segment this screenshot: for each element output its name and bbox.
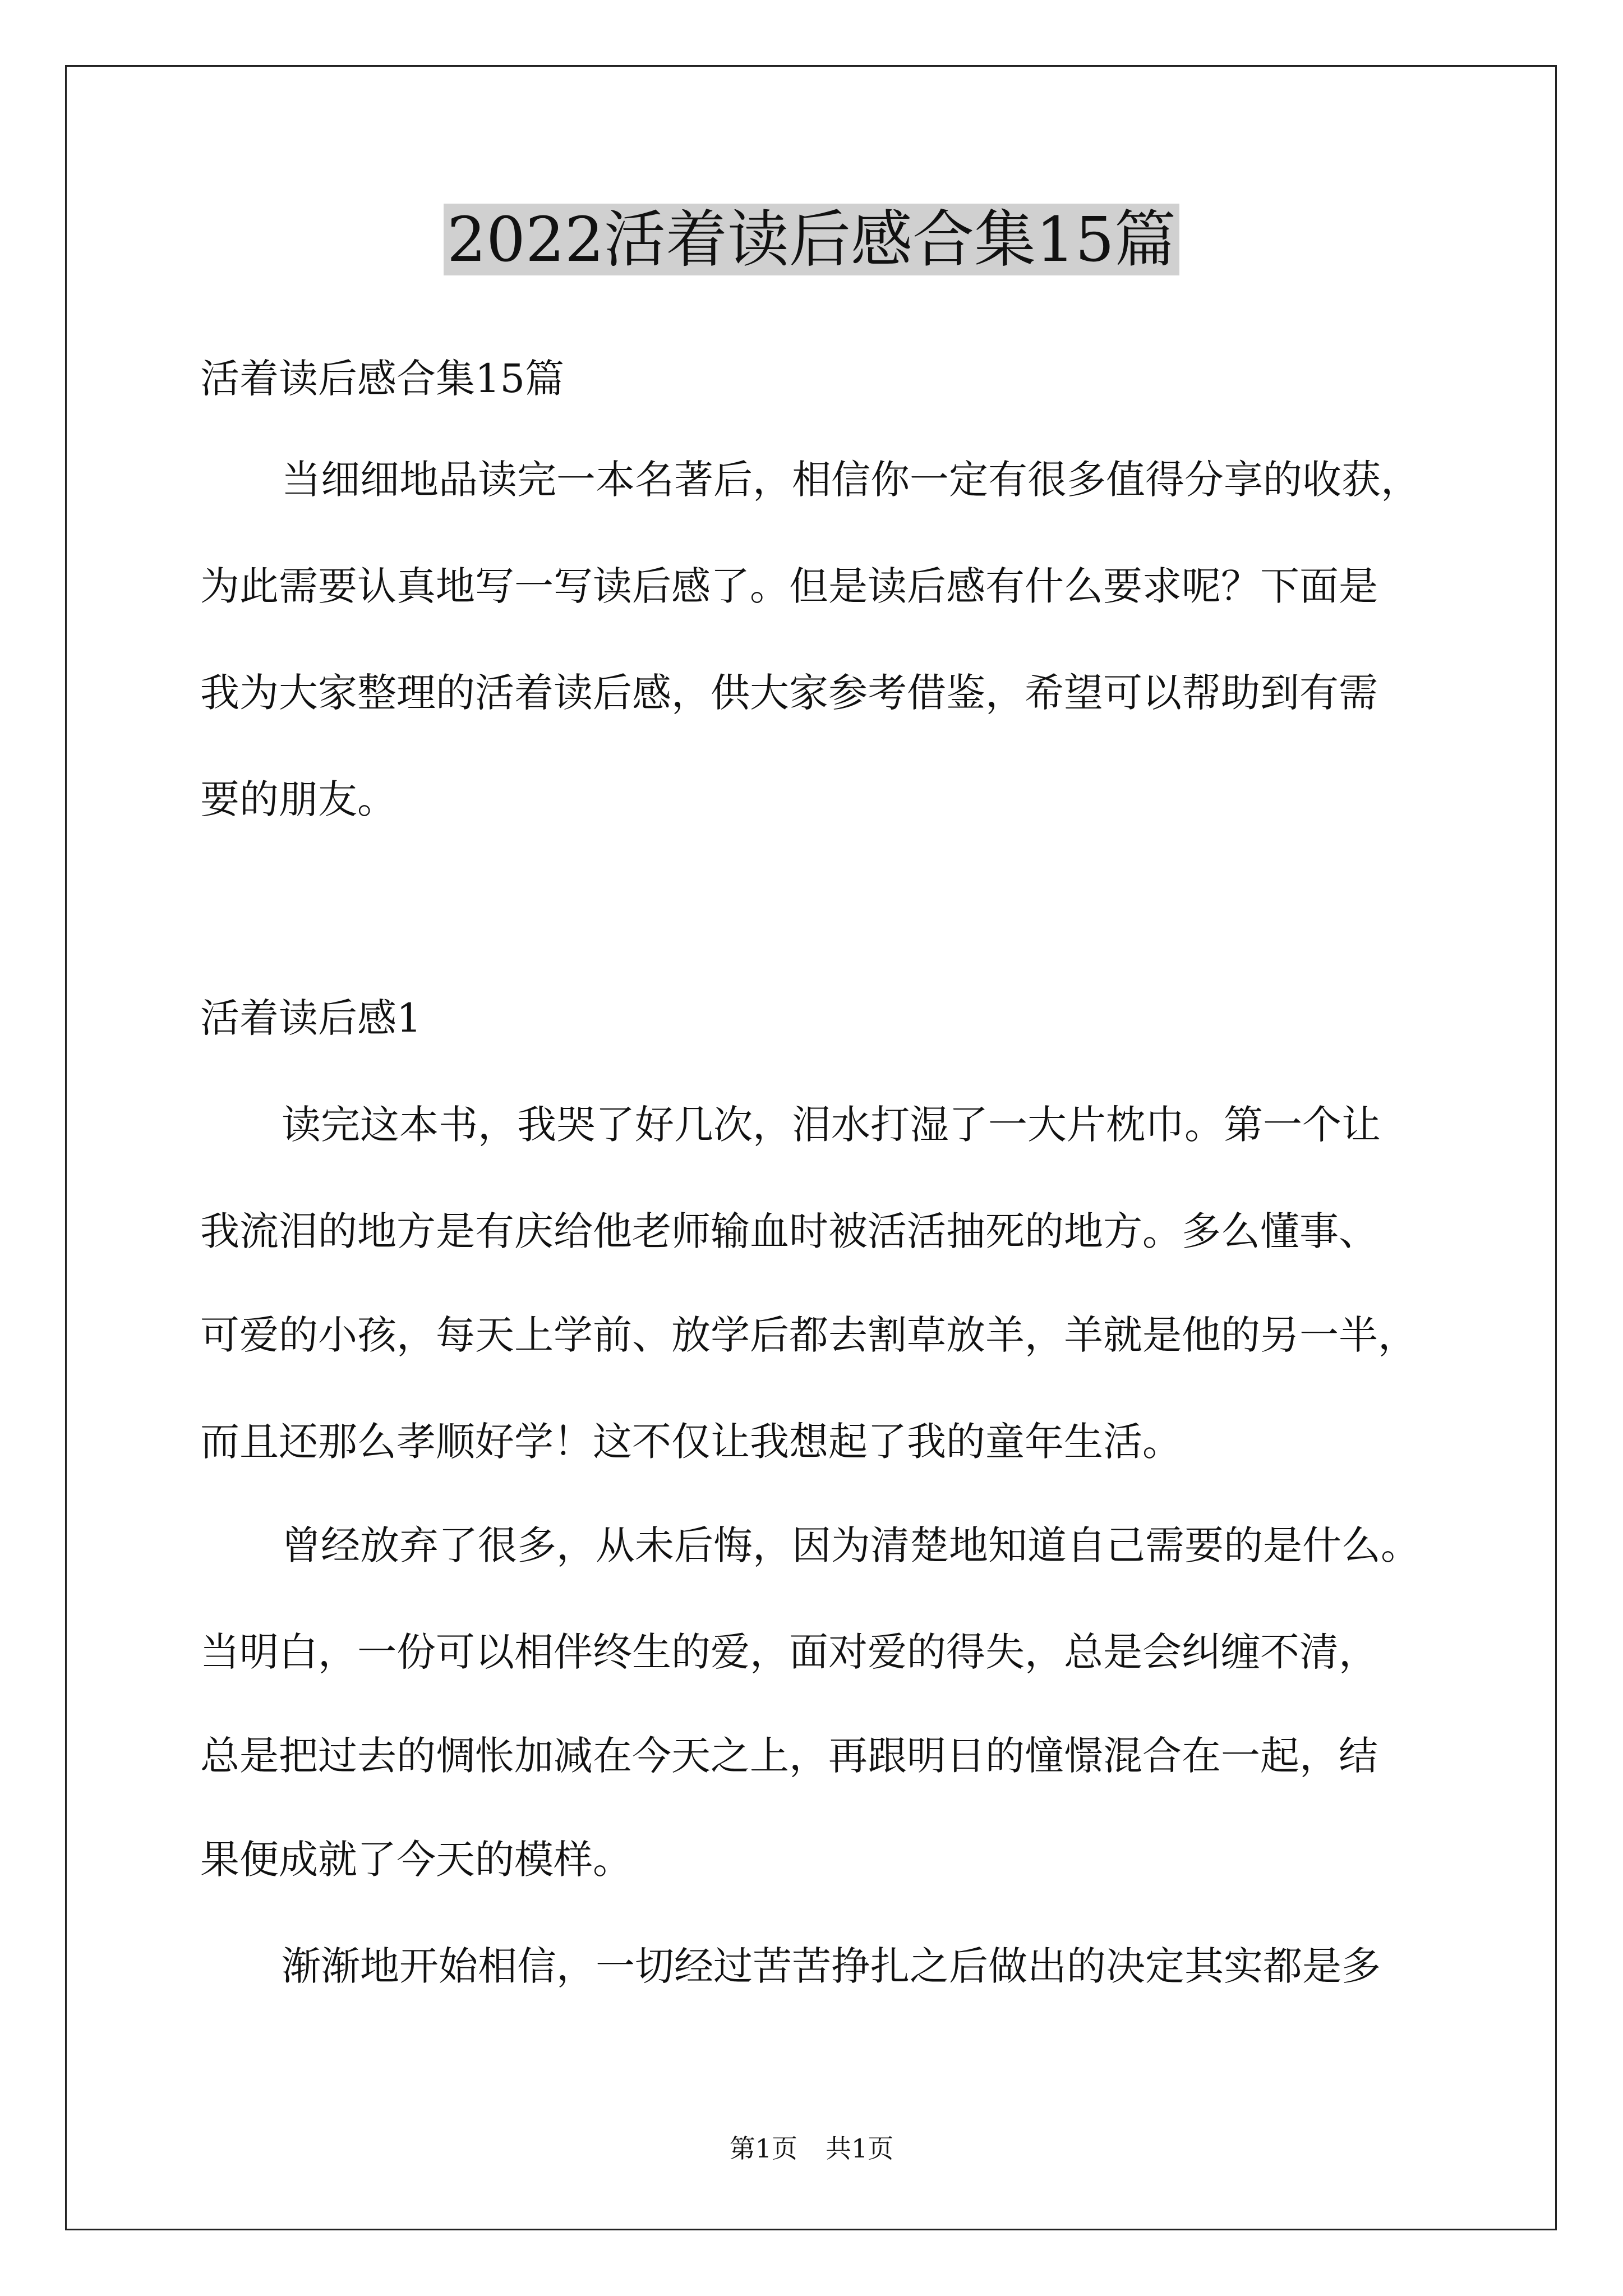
intro-line-3: 我为大家整理的活着读后感，供大家参考借鉴，希望可以帮助到有需 <box>200 670 1378 716</box>
page-number: 第1页 <box>729 2133 797 2164</box>
section-heading: 活着读后感1 <box>200 995 422 1041</box>
intro-line-1: 当细细地品读完一本名著后，相信你一定有很多值得分享的收获， <box>282 457 1420 503</box>
document-subtitle: 活着读后感合集15篇 <box>200 356 565 402</box>
section-line-8: 果便成就了今天的模样。 <box>200 1837 632 1883</box>
page-total: 共1页 <box>826 2133 894 2164</box>
section-line-6: 当明白，一份可以相伴终生的爱，面对爱的得失，总是会纠缠不清， <box>200 1629 1378 1675</box>
section-line-3: 可爱的小孩，每天上学前、放学后都去割草放羊，羊就是他的另一半， <box>200 1312 1417 1358</box>
section-line-7: 总是把过去的惆怅加减在今天之上，再跟明日的憧憬混合在一起，结 <box>200 1733 1378 1779</box>
section-line-1: 读完这本书，我哭了好几次，泪水打湿了一大片枕巾。第一个让 <box>282 1102 1381 1148</box>
section-line-9: 渐渐地开始相信，一切经过苦苦挣扎之后做出的决定其实都是多 <box>282 1943 1381 1989</box>
section-line-4: 而且还那么孝顺好学！这不仅让我想起了我的童年生活。 <box>200 1419 1182 1465</box>
page-footer <box>0 2132 1623 2165</box>
section-line-5: 曾经放弃了很多，从未后悔，因为清楚地知道自己需要的是什么。 <box>282 1522 1420 1568</box>
intro-line-2: 为此需要认真地写一写读后感了。但是读后感有什么要求呢？下面是 <box>200 563 1378 609</box>
document-title <box>200 200 1423 279</box>
section-line-2: 我流泪的地方是有庆给他老师输血时被活活抽死的地方。多么懂事、 <box>200 1208 1378 1254</box>
intro-line-4: 要的朋友。 <box>200 776 396 822</box>
document-title-text: 2022活着读后感合集15篇 <box>444 204 1179 275</box>
